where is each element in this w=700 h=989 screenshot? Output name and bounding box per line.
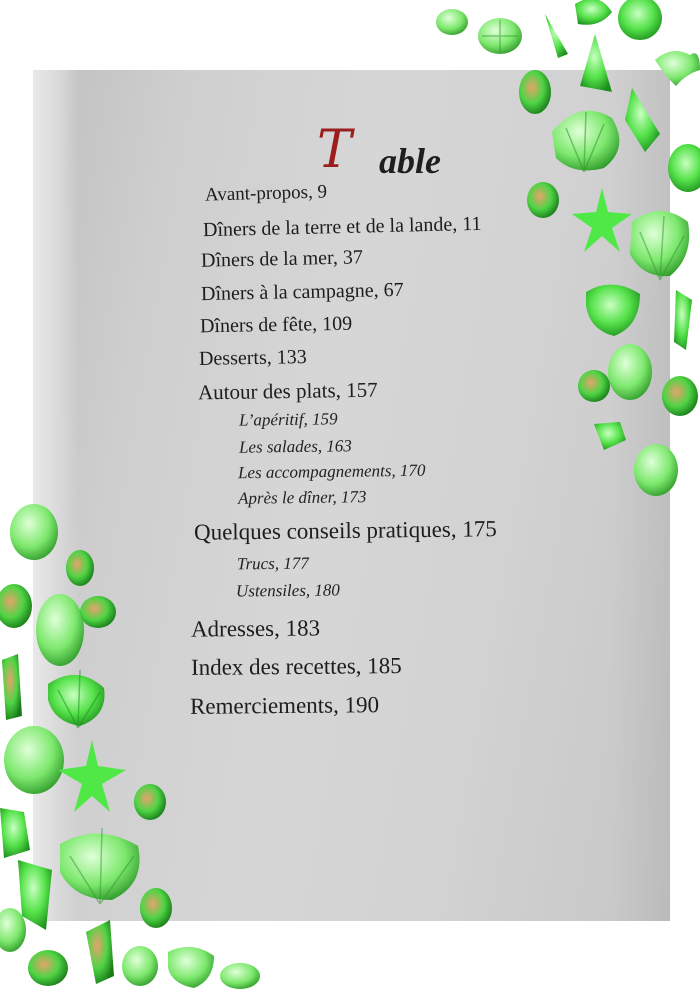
scallop-icon — [552, 111, 619, 172]
starfish-icon — [58, 740, 126, 812]
snail-shell-icon — [519, 70, 551, 114]
scallop-icon — [586, 284, 640, 336]
shell-icon — [0, 808, 30, 858]
toc-entry: Dîners à la campagne, 67 — [200, 278, 404, 306]
toc-subentry: Les salades, 163 — [238, 436, 352, 457]
shell-icon — [618, 0, 662, 40]
shell-icon — [220, 963, 260, 989]
conch-icon — [2, 654, 22, 720]
snail-shell-icon — [527, 182, 559, 218]
snail-shell-icon — [140, 888, 172, 928]
conch-icon — [674, 290, 692, 350]
toc-entry: Avant-propos, 9 — [204, 181, 328, 206]
scallop-icon — [80, 596, 116, 628]
conch-icon — [625, 88, 660, 152]
shell-icon — [4, 726, 64, 794]
shell-icon — [10, 504, 58, 560]
shell-icon — [122, 946, 158, 986]
starfish-icon — [572, 188, 632, 252]
shell-icon — [608, 344, 652, 400]
toc-subentry: L’apéritif, 159 — [238, 409, 338, 430]
toc-entry: Remerciements, 190 — [189, 692, 380, 719]
shell-icon — [436, 9, 468, 35]
toc-entry: Autour des plats, 157 — [197, 377, 378, 405]
toc-subentry: Les accompagnements, 170 — [237, 460, 426, 483]
snail-shell-icon — [66, 550, 94, 586]
snail-shell-icon — [578, 370, 610, 402]
conch-icon — [545, 14, 568, 58]
shell-icon — [36, 594, 84, 666]
toc-entry: Dîners de la mer, 37 — [200, 246, 364, 272]
scallop-icon — [575, 0, 612, 25]
toc-entry: Quelques conseils pratiques, 175 — [193, 516, 497, 545]
shell-icon — [594, 422, 626, 450]
scallop-icon — [630, 211, 689, 280]
shell-icon — [478, 18, 522, 54]
snail-shell-icon — [0, 584, 32, 628]
toc-entry: Dîners de fête, 109 — [199, 312, 353, 338]
toc-subentry: Trucs, 177 — [236, 553, 309, 574]
toc-entry: Dîners de la terre et de la lande, 11 — [202, 212, 482, 242]
shell-icon — [634, 444, 678, 496]
coral-icon — [655, 51, 700, 86]
shell-icon — [668, 144, 700, 192]
snail-shell-icon — [134, 784, 166, 820]
toc-subentry: Après le dîner, 173 — [237, 487, 367, 508]
toc-entry: Index des recettes, 185 — [190, 653, 402, 680]
toc-entry: Desserts, 133 — [198, 346, 307, 370]
title-text: able — [379, 141, 441, 181]
conch-icon — [86, 920, 114, 984]
snail-shell-icon — [662, 376, 698, 416]
snail-shell-icon — [28, 950, 68, 986]
toc-entry: Adresses, 183 — [190, 615, 321, 642]
conch-icon — [580, 34, 612, 92]
scallop-icon — [168, 947, 214, 988]
scallop-icon — [48, 670, 105, 728]
toc-subentry: Ustensiles, 180 — [235, 580, 340, 601]
title-initial: T — [317, 120, 352, 180]
scallop-icon — [60, 828, 140, 904]
